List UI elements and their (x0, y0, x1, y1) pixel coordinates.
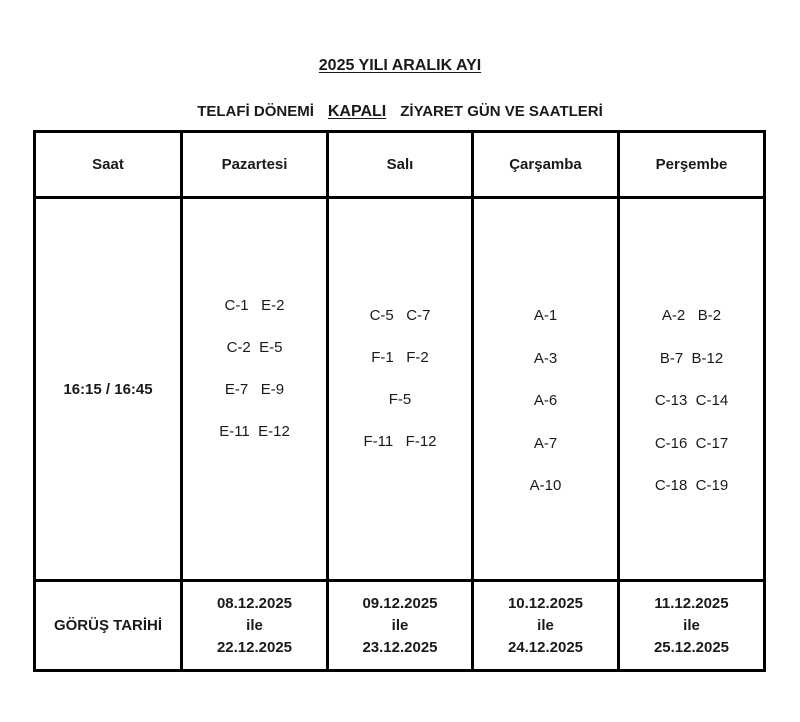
visit-dates-carsamba (473, 581, 619, 671)
date-start: 08.12.2025 (216, 594, 293, 612)
visit-label-cell: GÖRÜŞ TARİHİ (35, 581, 182, 671)
group-item: C-16 C-17 (654, 434, 729, 452)
date-start: 11.12.2025 (654, 594, 729, 612)
visit-date-row (35, 581, 765, 671)
header-carsamba: Çarşamba (473, 132, 619, 198)
date-end: 23.12.2025 (362, 638, 438, 656)
group-item: E-7 E-9 (224, 381, 285, 398)
visit-dates-persembe (619, 581, 765, 671)
groups-carsamba (473, 198, 619, 581)
group-item: C-13 C-14 (654, 392, 729, 409)
header-pazartesi: Pazartesi (182, 132, 328, 198)
time-slot-row (35, 198, 765, 581)
document-title (0, 57, 800, 75)
title-text: 2025 YILI ARALIK AYI (318, 57, 482, 74)
group-item: B-7 B-12 (659, 349, 724, 367)
group-item: C-2 E-5 (226, 339, 283, 356)
group-item: C-5 C-7 (369, 307, 431, 324)
date-start: 10.12.2025 (507, 594, 584, 612)
visit-dates-sali (328, 581, 473, 671)
group-item: F-11 F-12 (363, 433, 437, 450)
groups-persembe (619, 198, 765, 581)
group-item: A-7 (533, 434, 558, 452)
header-sali: Salı (328, 132, 473, 198)
subtitle-prefix: TELAFİ DÖNEMİ (197, 103, 314, 120)
group-item: A-6 (533, 392, 558, 409)
time-slot-cell: 16:15 / 16:45 (35, 198, 182, 581)
subtitle-suffix: ZİYARET GÜN VE SAATLERİ (400, 103, 603, 120)
group-item: F-5 (388, 391, 412, 408)
group-item: F-1 F-2 (371, 349, 429, 366)
group-item: A-3 (533, 349, 558, 367)
group-item: A-10 (529, 477, 562, 494)
group-item: C-1 E-2 (224, 297, 285, 314)
group-item: C-18 C-19 (654, 477, 729, 494)
group-item: E-11 E-12 (219, 423, 290, 440)
date-connector: ile (246, 616, 263, 634)
header-persembe: Perşembe (619, 132, 765, 198)
header-row (35, 132, 765, 198)
date-end: 24.12.2025 (507, 638, 584, 656)
groups-sali (328, 198, 473, 581)
groups-pazartesi (182, 198, 328, 581)
group-item: A-1 (533, 307, 558, 324)
date-connector: ile (391, 616, 409, 634)
document-subtitle (0, 103, 800, 121)
visit-dates-pazartesi (182, 581, 328, 671)
header-saat: Saat (35, 132, 182, 198)
date-connector: ile (537, 616, 554, 634)
date-start: 09.12.2025 (362, 594, 438, 612)
subtitle-emphasis: KAPALI (327, 103, 387, 120)
group-item: A-2 B-2 (661, 307, 722, 324)
date-end: 22.12.2025 (216, 638, 293, 656)
visit-schedule-table (33, 130, 766, 672)
date-connector: ile (683, 616, 700, 634)
date-end: 25.12.2025 (653, 638, 730, 656)
